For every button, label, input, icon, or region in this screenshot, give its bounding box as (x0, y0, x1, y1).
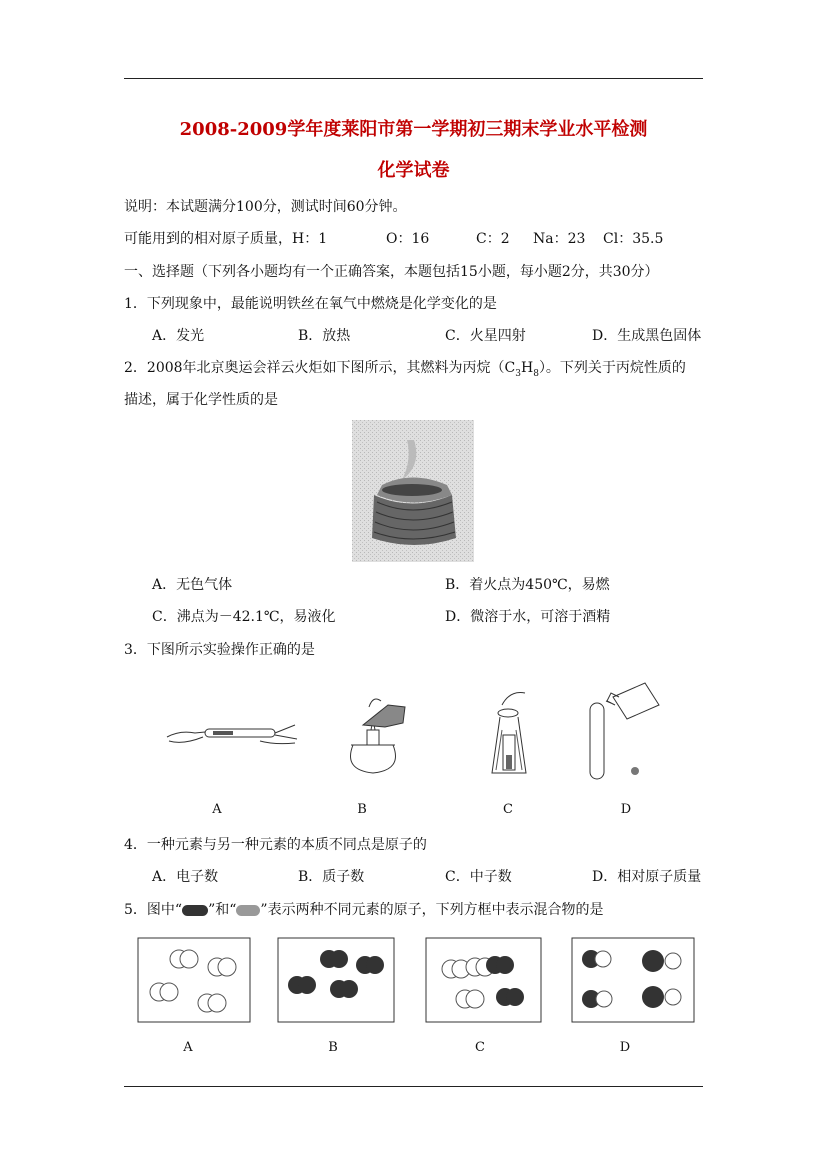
atomic-mass-na: Na：23 (533, 231, 586, 247)
page-title: 2008-2009学年度莱阳市第一学期初三期末学业水平检测 (179, 119, 648, 140)
q2-option-a: A．无色气体 (152, 577, 233, 593)
question-2-stem (124, 357, 686, 379)
question-3-stem: 3．下图所示实验操作正确的是 (124, 642, 315, 658)
q5-box-b (277, 937, 395, 1023)
q1-option-b: B．放热 (298, 328, 351, 344)
bottom-rule (124, 1086, 703, 1087)
q2-stem-part3: ）。下列关于丙烷性质的 (538, 360, 686, 376)
q3-label-a: A (212, 802, 222, 817)
q2-sub-8: 8 (533, 368, 539, 379)
q3-label-b: B (357, 802, 367, 817)
question-1-stem: 1．下列现象中，最能说明铁丝在氧气中燃烧是化学变化的是 (124, 296, 497, 312)
atomic-mass-o: O：16 (386, 231, 430, 247)
q1-option-a: A．发光 (152, 328, 205, 344)
exam-note: 说明：本试题满分100分，测试时间60分钟。 (124, 199, 407, 215)
q4-option-a: A．电子数 (152, 869, 219, 885)
q3-figure-c-flask (480, 685, 540, 780)
q5-label-a: A (183, 1040, 193, 1055)
page-subtitle: 化学试卷 (377, 160, 450, 181)
q4-option-b: B．质子数 (298, 869, 365, 885)
light-atom-icon (236, 905, 260, 916)
atomic-mass-c: C：2 (476, 231, 510, 247)
q5-box-a (137, 937, 251, 1023)
q2-stem-h: H (520, 360, 534, 376)
section-heading: 一、选择题（下列各小题均有一个正确答案，本题包括15小题，每小题2分，共30分） (124, 264, 659, 280)
q1-option-d: D．生成黑色固体 (592, 328, 702, 344)
q5-box-d (571, 937, 695, 1023)
atomic-mass-label: 可能用到的相对原子质量，H：1 (124, 231, 328, 247)
q3-label-d: D (620, 802, 632, 817)
q3-figure-d-pouring (585, 675, 665, 785)
q5-stem-part2: ”和“ (208, 902, 237, 918)
q4-option-c: C．中子数 (445, 869, 512, 885)
q3-figure-a-test-tube (165, 715, 300, 755)
q5-label-c: C (475, 1040, 485, 1055)
question-5-stem (124, 899, 604, 919)
q5-label-b: B (328, 1040, 338, 1055)
q2-option-b: B．着火点为450℃，易燃 (445, 577, 610, 593)
dark-atom-icon (182, 905, 208, 916)
q5-box-c (425, 937, 542, 1023)
q4-option-d: D．相对原子质量 (592, 869, 702, 885)
q3-figure-b-alcohol-lamp (333, 685, 413, 780)
question-2-stem-line2: 描述，属于化学性质的是 (124, 392, 278, 408)
q2-option-d: D．微溶于水，可溶于酒精 (445, 609, 611, 625)
atomic-mass-cl: Cl：35.5 (603, 231, 664, 247)
q2-sub-3: 3 (515, 368, 521, 379)
q5-stem-part1: 5．图中“ (124, 902, 183, 918)
q2-stem-part1: 2．2008年北京奥运会祥云火炬如下图所示，其燃料为丙烷（C (124, 360, 516, 376)
q1-option-c: C．火星四射 (445, 328, 526, 344)
top-rule (124, 78, 703, 79)
q3-label-c: C (503, 802, 513, 817)
q2-option-c: C．沸点为－42.1℃，易液化 (152, 609, 336, 625)
q5-stem-part3: ”表示两种不同元素的原子，下列方框中表示混合物的是 (260, 902, 604, 918)
q5-label-d: D (619, 1040, 631, 1055)
question-4-stem: 4．一种元素与另一种元素的本质不同点是原子的 (124, 837, 427, 853)
torch-photo (352, 420, 474, 562)
